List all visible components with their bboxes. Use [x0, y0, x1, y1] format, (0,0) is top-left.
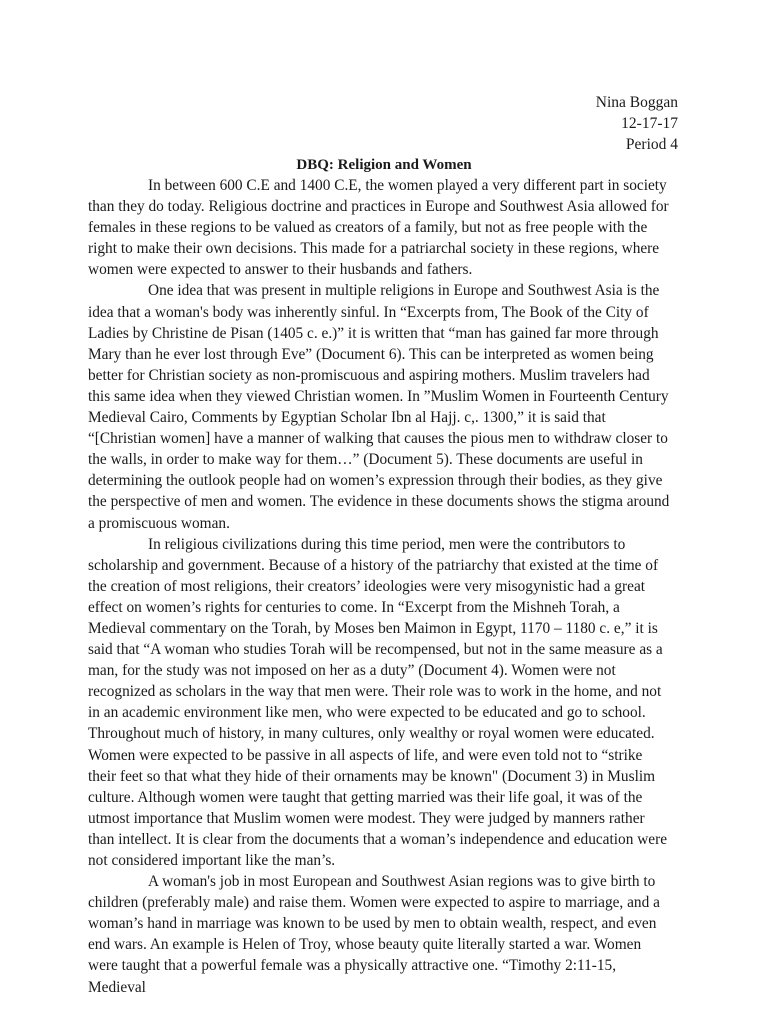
- document-body: [88, 175, 674, 998]
- paragraph-sinful-body: One idea that was present in multiple religions in Europe and Southwest Asia is the idea that a woman's body was inherently sinful. In “Excerpts from, The Book of the City of Ladies by Christine de Pisan (1405 c. e.)” it is written that “man has gained far more through Mary than he ever lost through Eve” (Document 6). This can be interpreted as women being better for Christian society as non-promiscuous and aspiring mothers. Muslim travelers had this same idea when they viewed Christian women. In ”Muslim Women in Fourteenth Century Medieval Cairo, Comments by Egyptian Scholar Ibn al Hajj. c,. 1300,” it is said that “[Christian women] have a manner of walking that causes the pious men to withdraw closer to the walls, in order to make way for them…” (Document 5). These documents are useful in determining the outlook people had on women’s expression through their bodies, as they give the perspective of men and women. The evidence in these documents shows the stigma around a promiscuous woman.: [88, 282, 670, 532]
- document-title: DBQ: Religion and Women: [296, 157, 472, 173]
- paragraph-marriage: A woman's job in most European and Southwest Asian regions was to give birth to children (preferably male) and raise them. Women were expected to aspire to marriage, and a woman’s hand in marriage was known to be used by men to obtain wealth, respect, and even end wars. An example is Helen of Troy, whose beauty quite literally started a war. Women were taught that a powerful female was a physically attractive one. “Timothy 2:11-15, Medieval: [88, 873, 660, 996]
- class-period: Period 4: [625, 136, 678, 153]
- paragraph-scholarship: In religious civilizations during this time period, men were the contributors to scholarship and government. Because of a history of the patriarchy that existed at the time of the creation of most religions, their creators’ ideologies were very misogynistic had a great effect on women’s rights for centuries to come. In “Excerpt from the Mishneh Torah, a Medieval commentary on the Torah, by Moses ben Maimon in Egypt, 1170 – 1180 c. e,” it is said that “A woman who studies Torah will be recompensed, but not in the same measure as a man, for the study was not imposed on her as a duty” (Document 4). Women were not recognized as scholars in the way that men were. Their role was to work in the home, and not in an academic environment like men, who were expected to be educated and go to school. Throughout much of history, in many cultures, only wealthy or royal women were educated. Women were expected to be passive in all aspects of life, and were even told not to “strike their feet so that what they hide of their ornaments may be known" (Document 3) in Muslim culture. Although women were taught that getting married was their life goal, it was of the utmost importance that Muslim women were modest. They were judged by manners rather than intellect. It is clear from the documents that a woman’s independence and education were not considered important like the man’s.: [88, 535, 668, 869]
- paragraph-intro: In between 600 C.E and 1400 C.E, the women played a very different part in society than they do today. Religious doctrine and practices in Europe and Southwest Asia allowed for females in these regions to be valued as creators of a family, but not as free people with the right to make their own decisions. This made for a patriarchal society in these regions, where women were expected to answer to their husbands and fathers.: [88, 177, 669, 279]
- author-header: [596, 92, 678, 155]
- author-name: Nina Boggan: [595, 94, 678, 111]
- document-date: 12-17-17: [621, 115, 678, 132]
